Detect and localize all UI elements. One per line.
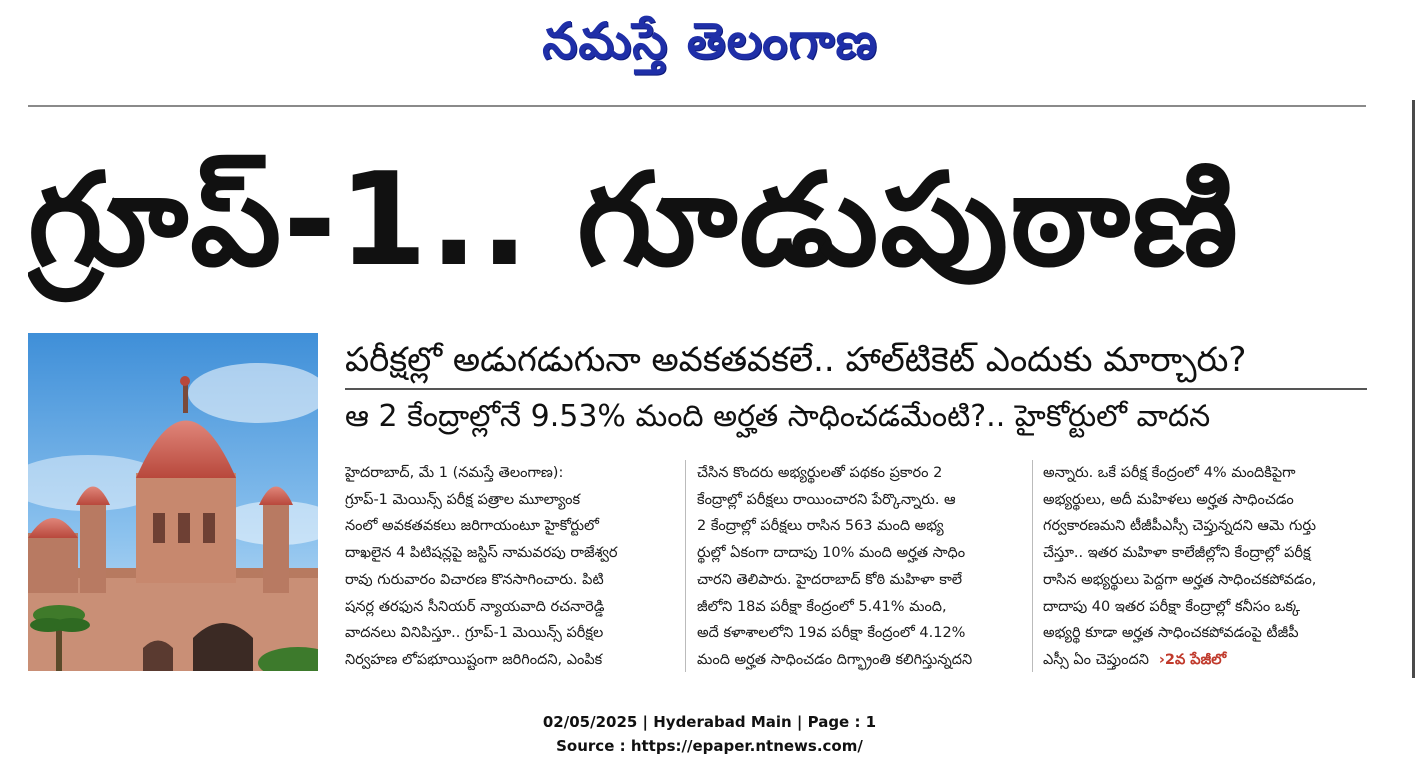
subheading-divider xyxy=(345,388,1367,390)
column-divider xyxy=(1032,460,1033,672)
column-line: గ్రూప్-1 మెయిన్స్ పరీక్ష పత్రాల మూల్యాంక xyxy=(345,491,581,508)
newspaper-logo: నమస్తే తెలంగాణ xyxy=(542,11,878,70)
article-column-1 xyxy=(345,460,670,675)
continued-link[interactable] xyxy=(1159,652,1226,668)
column-line: ర్థుల్లో ఏకంగా దాదాపు 10% మంది అర్హత సాధిం xyxy=(697,545,966,562)
column-line: మంది అర్హత సాధించడం దిగ్భ్రాంతి కలిగిస్తున్నదని xyxy=(697,651,973,668)
column-line: రావు గురువారం విచారణ కొనసాగించారు. పిటి xyxy=(345,571,604,588)
page-edge-rule xyxy=(1412,100,1415,678)
column-line-last xyxy=(1043,647,1368,674)
column-line: కేంద్రాల్లో పరీక్షలు రాయించారని పేర్కొన్నారు. ఆ xyxy=(697,491,956,508)
column-line: దాదాపు 40 ఇతర పరీక్షా కేంద్రాల్లో కనీసం ఒక్క xyxy=(1043,598,1301,615)
masthead-divider xyxy=(28,105,1366,107)
column-line-text: ఎస్సీ ఏం చెప్తుందని xyxy=(1043,651,1149,668)
column-line: అభ్యర్థులు, అదీ మహిళలు అర్హత సాధించడం xyxy=(1043,491,1294,508)
high-court-photo xyxy=(28,333,318,671)
masthead xyxy=(0,0,1419,100)
article-subheading-primary: పరీక్షల్లో అడుగడుగునా అవకతవకలే.. హాల్‌టికెట్ ఎందుకు మార్చారు? xyxy=(345,340,1247,380)
column-line: జీలోని 18వ పరీక్షా కేంద్రంలో 5.41% మంది, xyxy=(697,598,947,615)
column-divider xyxy=(685,460,686,672)
article-headline: గ్రూప్-1.. గూడుపుఠాణి xyxy=(28,146,1240,295)
column-line: వాదనలు వినిపిస్తూ.. గ్రూప్-1 మెయిన్స్ పరీక్షల xyxy=(345,625,604,642)
column-line: చారని తెలిపారు. హైదరాబాద్ కోఠి మహిళా కాలే xyxy=(697,571,963,588)
high-court-building-image xyxy=(28,333,318,671)
page-footer xyxy=(0,710,1419,758)
column-line: అదే కళాశాలలోని 19వ పరీక్షా కేంద్రంలో 4.12% xyxy=(697,625,966,642)
article-column-3 xyxy=(1043,460,1368,675)
column-line: అభ్యర్థి కూడా అర్హత సాధించకపోవడంపై టీజీపీ xyxy=(1043,625,1299,642)
column-line: రాసిన అభ్యర్థులు పెద్దగా అర్హత సాధించకపోవడం, xyxy=(1043,571,1317,588)
column-line: హైదరాబాద్, మే 1 (నమస్తే తెలంగాణ): xyxy=(345,465,564,481)
column-line: చేస్తూ.. ఇతర మహిళా కాలేజీల్లోని కేంద్రాల్లో పరీక్ష xyxy=(1043,545,1311,562)
column-line: షనర్ల తరఫున సీనియర్ న్యాయవాది రచనారెడ్డి xyxy=(345,598,605,615)
article-subheading-secondary: ఆ 2 కేంద్రాల్లోనే 9.53% మంది అర్హత సాధించడమేంటి?.. హైకోర్టులో వాదన xyxy=(345,399,1211,434)
article-column-2 xyxy=(697,460,1022,675)
column-line: నిర్వహణ లోపభూయిష్టంగా జరిగిందని, ఎంపిక xyxy=(345,651,603,668)
column-line: గర్వకారణమని టీజీపీఎస్సీ చెప్తున్నదని ఆమె గుర్తు xyxy=(1043,518,1317,535)
source-link[interactable]: Source : https://epaper.ntnews.com/ xyxy=(556,737,863,755)
column-line: 2 కేంద్రాల్లో పరీక్షలు రాసిన 563 మంది అభ్య xyxy=(697,518,944,535)
continued-label: 2వ పేజీలో xyxy=(1164,651,1227,668)
column-line: అన్నారు. ఒకే పరీక్ష కేంద్రంలో 4% మందికిపైగా xyxy=(1043,465,1296,481)
column-line: చేసిన కొందరు అభ్యర్థులతో పథకం ప్రకారం 2 xyxy=(697,465,943,481)
chevron-right-icon: › xyxy=(1158,651,1165,668)
column-line: దాఖలైన 4 పిటిషన్లపై జస్టిస్ నామవరపు రాజేశ్వర xyxy=(345,545,618,562)
edition-info: 02/05/2025 | Hyderabad Main | Page : 1 xyxy=(542,713,877,731)
column-line: నంలో అవకతవకలు జరిగాయంటూ హైకోర్టులో xyxy=(345,518,599,535)
